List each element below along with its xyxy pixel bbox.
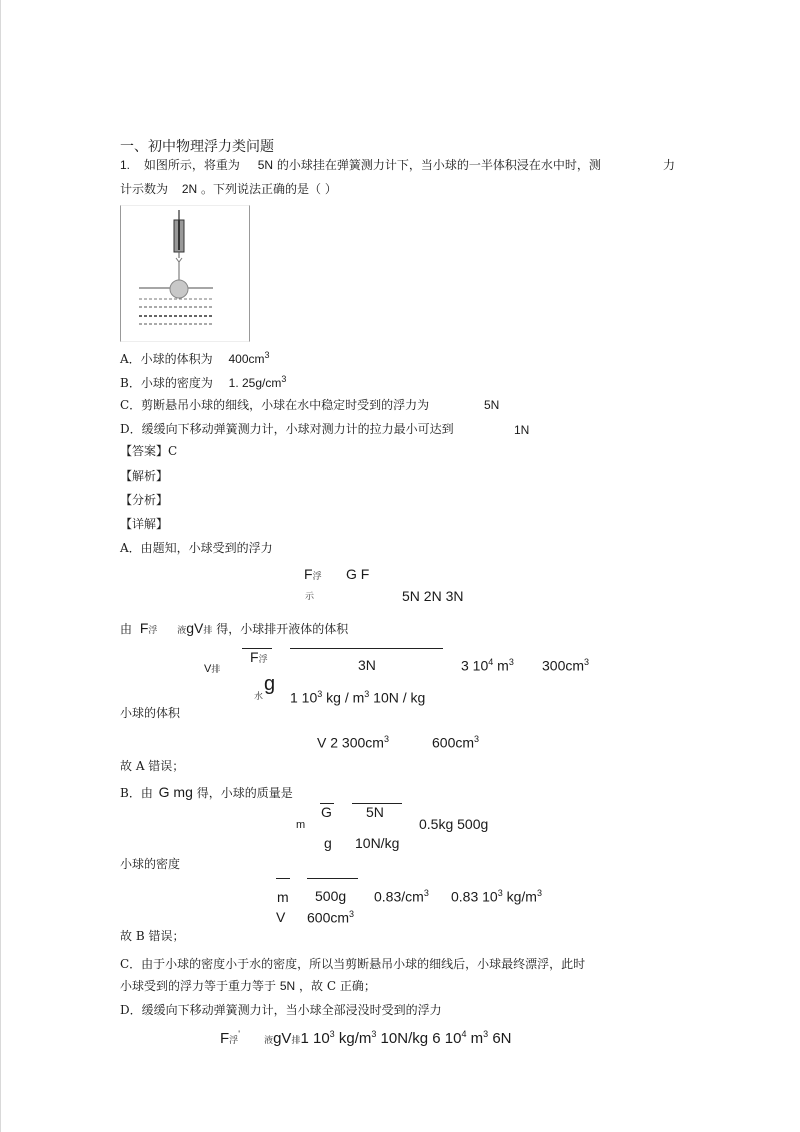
sol-a-res2-sup: 3	[584, 657, 590, 667]
sol-a-frac-g: g	[264, 673, 276, 695]
sol-a-vpai-v: V	[204, 663, 212, 675]
sol-b-rho-res1	[374, 889, 429, 904]
sol-a-res1-sup: 4	[488, 657, 494, 667]
sol-a-vol-eq-a: V 2 300cm	[317, 734, 384, 751]
sol-b-rho-den-sup: 3	[349, 909, 355, 919]
sol-a-vol-eq	[317, 735, 389, 750]
sol-a-sub-shi: 示	[305, 592, 315, 602]
sol-d-formula	[220, 1030, 512, 1046]
sol-d-pai: 排	[291, 1035, 301, 1045]
sol-b-rho-res2-sup2: 3	[536, 888, 542, 898]
sol-c-line-2-val: 5N	[279, 979, 296, 993]
sol-a-frac-f-sub: 浮	[258, 654, 268, 664]
option-c: C．剪断悬吊小球的细线，小球在水中稳定时受到的浮力为	[120, 398, 430, 412]
hook-tip	[176, 258, 182, 262]
sol-a-conclusion: 故 A 错误；	[120, 759, 185, 773]
sol-a-f-sub: 浮	[312, 571, 322, 581]
sol-a-rhs: G F	[346, 566, 370, 582]
answer-label: 【答案】C	[120, 444, 178, 458]
sol-a-vol-label: 小球的体积	[120, 706, 181, 720]
spring-scale-diagram	[121, 206, 249, 341]
option-b-sup: 3	[281, 374, 287, 384]
sol-a-den2-c: 10N / kg	[369, 689, 426, 706]
question-reading: 2N	[181, 182, 198, 196]
sol-a-vpai	[204, 664, 220, 675]
question-text-b: 的小球挂在弹簧测力计下，当小球的一半体积浸在水中时，测	[276, 158, 601, 172]
sol-a-vol-res-a: 600cm	[432, 734, 475, 751]
sol-b-frac-g: g	[324, 835, 332, 851]
sol-c-line-2a: 小球受到的浮力等于重力等于	[120, 979, 277, 993]
sol-a-by-pai: 排	[203, 626, 213, 636]
sol-b-rho-res2	[451, 889, 542, 904]
sol-d-rest2-unit: m	[466, 1030, 484, 1047]
spring-scale-figure	[120, 205, 250, 342]
sol-a-vol-sup: 3	[383, 734, 389, 744]
sol-c-line-1: C．由于小球的密度小于水的密度，所以当剪断悬吊小球的细线后，小球最终漂浮，此时	[120, 957, 586, 971]
question-weight: 5N	[257, 158, 274, 172]
sol-b-density-label: 小球的密度	[120, 857, 181, 871]
sol-d-rest3: 6N	[488, 1030, 512, 1047]
sol-a-res2	[542, 658, 589, 673]
sol-a-frac-num	[250, 650, 268, 664]
sol-b-rho-den-a: 600cm	[307, 909, 350, 926]
sol-a-frac-line-2	[290, 648, 443, 649]
page-left-rule	[0, 0, 1, 1132]
option-d: D．缓缓向下移动弹簧测力计，小球对测力计的拉力最小可达到	[120, 422, 454, 436]
sol-b-rho-num: 500g	[315, 888, 347, 904]
sol-d-rest-sup: 3	[329, 1029, 335, 1039]
option-d-value: 1N	[514, 423, 530, 437]
sol-d-f: F	[220, 1030, 230, 1047]
sol-b-rho-line-1	[276, 878, 290, 879]
sol-a-vol-res-sup: 3	[474, 734, 480, 744]
option-b-value	[229, 376, 287, 390]
xiangjie-label: 【详解】	[120, 517, 169, 531]
sol-b-rho-res1-sup: 3	[423, 888, 429, 898]
sol-a-res1-unit: m	[493, 657, 509, 674]
sol-a-by-f: F	[139, 620, 149, 636]
sol-c-line-2b: ，故 C 正确；	[299, 979, 376, 993]
sol-a-den2-sup: 3	[317, 689, 323, 699]
sol-a-res1	[461, 658, 514, 673]
sol-b-rho-res1-a: 0.83/cm	[374, 888, 424, 905]
sol-b-rho-res2-unit: kg/m	[502, 888, 537, 905]
ball	[170, 280, 188, 298]
option-b	[120, 375, 286, 389]
sol-a-by-gv: gV	[186, 620, 204, 636]
sol-b-intro-a: B．由	[120, 786, 153, 800]
question-text-d: 。下列说法正确的是（ ）	[201, 182, 337, 196]
sol-a-frac-den-sub: 水	[254, 692, 264, 702]
sol-a-res1-sup2: 3	[508, 657, 514, 667]
sol-b-intro	[120, 785, 293, 799]
question-line-2	[120, 183, 337, 195]
question-line-1	[120, 159, 601, 171]
sol-d-rest2-sup: 4	[461, 1029, 467, 1039]
sol-a-res1-a: 3 10	[461, 657, 489, 674]
sol-b-intro-b: 得，小球的质量是	[196, 786, 293, 800]
sol-a-values: 5N 2N 3N	[402, 588, 464, 604]
fenxi-label: 【分析】	[120, 493, 169, 507]
sol-b-frac-G: G	[321, 804, 332, 820]
sol-b-conclusion: 故 B 错误；	[120, 929, 185, 943]
sol-a-f	[304, 567, 322, 581]
option-a-sup: 3	[264, 350, 270, 360]
question-line-1-end: 力	[663, 158, 676, 172]
sol-b-rho-res2-a: 0.83 10	[451, 888, 498, 905]
sol-a-by-rest: 得，小球排开液体的体积	[216, 622, 349, 636]
option-b-text: B．小球的密度为	[120, 376, 213, 390]
sol-a-den2	[290, 690, 425, 705]
analysis-label: 【解析】	[120, 469, 169, 483]
sol-b-rho-res2-sup: 3	[497, 888, 503, 898]
sol-b-den: 10N/kg	[355, 835, 400, 851]
option-a-val: 400cm	[228, 352, 265, 366]
option-b-val: 1. 25g/cm	[228, 376, 282, 390]
sol-d-line-1: D．缓缓向下移动弹簧测力计，当小球全部浸没时受到的浮力	[120, 1003, 442, 1017]
option-a-value	[229, 352, 270, 366]
option-a	[120, 351, 270, 365]
question-number: 1.	[120, 158, 131, 172]
sol-b-res: 0.5kg 500g	[419, 816, 489, 832]
question-text-a: 如图所示，将重为	[143, 158, 240, 172]
sol-b-rho-den	[307, 910, 354, 925]
sol-a-by: 由	[120, 622, 133, 636]
sol-d-rest2-sup2: 3	[483, 1029, 489, 1039]
sol-b-rho-m: m	[277, 889, 289, 905]
sol-d-rest-sup2: 3	[371, 1029, 377, 1039]
sol-a-vol-res	[432, 735, 479, 750]
sol-a-frac-f: F	[250, 649, 259, 665]
sol-d-f-sub: 浮	[229, 1035, 239, 1045]
question-text-c: 计示数为	[120, 182, 169, 196]
option-c-value: 5N	[484, 398, 500, 412]
sol-d-rest-unit: kg/m	[334, 1030, 372, 1047]
sol-b-rho-V: V	[276, 909, 286, 925]
sol-a-intro: A．由题知，小球受到的浮力	[120, 541, 273, 555]
sol-a-by-f-sub: 浮	[148, 626, 158, 636]
sol-b-intro-g: G mg	[158, 784, 193, 800]
sol-a-den2-b: kg / m	[322, 689, 365, 706]
sol-a-den2-sup2: 3	[364, 689, 370, 699]
sol-b-num: 5N	[366, 804, 384, 820]
sol-a-vpai-sub: 排	[211, 664, 221, 674]
sol-a-num2: 3N	[358, 657, 376, 673]
sol-b-m: m	[296, 819, 306, 831]
sol-a-by-rho-sub: 液	[177, 626, 187, 636]
sol-a-res2-a: 300cm	[542, 657, 585, 674]
sol-a-f-symbol: F	[304, 566, 313, 582]
sol-b-rho-line-2	[307, 878, 358, 879]
section-title: 一、初中物理浮力类问题	[120, 139, 274, 155]
sol-d-rest: 1 10	[300, 1030, 330, 1047]
sol-a-den2-a: 1 10	[290, 689, 318, 706]
sol-c-line-2	[120, 980, 376, 992]
option-a-text: A．小球的体积为	[120, 352, 213, 366]
sol-d-rest2: 10N/kg 6 10	[376, 1030, 462, 1047]
sol-a-by-line	[120, 621, 348, 636]
sol-d-prime: '	[238, 1029, 240, 1039]
sol-d-gv: gV	[273, 1030, 292, 1047]
sol-d-rho-sub: 液	[264, 1035, 274, 1045]
